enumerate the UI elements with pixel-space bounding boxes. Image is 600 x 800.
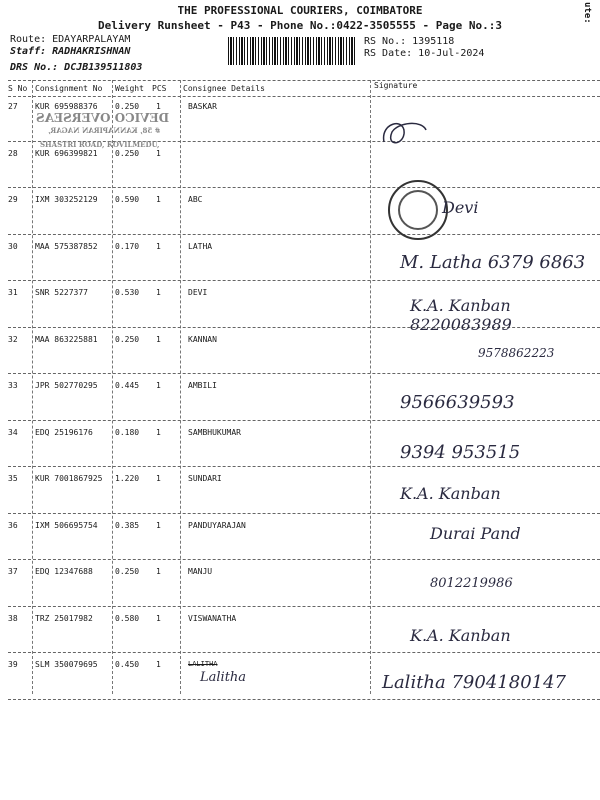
row-consignment-no: TRZ 25017982	[35, 613, 93, 623]
row-weight: 0.170	[115, 241, 140, 251]
row-pcs: 1	[156, 520, 161, 530]
row-consignee: VISWANATHA	[188, 613, 237, 623]
row-consignee: SAMBHUKUMAR	[188, 427, 241, 437]
row-separator	[8, 606, 600, 607]
handwriting-row32: 9578862223	[478, 346, 555, 360]
row-separator	[8, 234, 600, 235]
col-header-weight: Weight	[115, 84, 144, 93]
row-sno: 34	[8, 427, 18, 437]
barcode	[228, 37, 356, 65]
row-consignment-no: MAA 863225881	[35, 334, 98, 344]
handwriting-row38: K.A. Kanban	[410, 626, 511, 645]
row-weight: 0.445	[115, 381, 140, 390]
header-bottom-line	[8, 96, 600, 97]
row-sno: 37	[8, 567, 18, 576]
row-separator	[8, 420, 600, 421]
edge-text: ute:	[582, 2, 592, 24]
round-stamp	[388, 180, 448, 240]
handwriting-row37: 8012219986	[430, 576, 513, 591]
col-header-consignee: Consignee Details	[183, 84, 265, 93]
row-sno: 39	[8, 660, 18, 669]
row-consignee: SUNDARI	[188, 474, 222, 483]
row-consignee: LATHA	[188, 241, 213, 251]
row-pcs: 1	[156, 241, 161, 251]
row-consignment-no: SLM 350079695	[35, 660, 98, 669]
runsheet-title: Delivery Runsheet - P43 - Phone No.:0422-3505555 - Page No.:3	[98, 19, 502, 32]
handwriting-row29: Devi	[442, 198, 479, 217]
row-weight: 0.180	[115, 427, 140, 437]
row-weight: 0.385	[115, 520, 140, 530]
row-consignment-no: KUR 7001867925	[35, 474, 103, 483]
col-divider	[32, 80, 33, 694]
row-pcs: 1	[156, 102, 161, 111]
handwriting-row35: K.A. Kanban	[400, 484, 501, 503]
route-label: Route: EDAYARPALAYAM	[10, 34, 131, 45]
row-pcs: 1	[156, 334, 161, 344]
col-divider	[180, 80, 181, 694]
stamp-address-ghost: # 58, KANNAPIRAN NAGAR,	[48, 126, 161, 135]
row-consignment-no: JPR 502770295	[35, 381, 98, 390]
row-consignment-no: EDQ 25196176	[35, 427, 93, 437]
row-separator	[8, 187, 600, 188]
row-sno: 29	[8, 195, 18, 204]
handwriting-row31: K.A. Kanban 8220083989	[410, 296, 512, 334]
row-pcs: 1	[156, 381, 161, 390]
row-weight: 0.250	[115, 334, 140, 344]
col-divider	[370, 80, 371, 694]
row-weight: 0.450	[115, 660, 140, 669]
row-consignee: LALITHA	[188, 660, 218, 668]
row-separator	[8, 652, 600, 653]
row-consignee: KANNAN	[188, 334, 217, 344]
col-header-sno: S No	[8, 84, 28, 93]
row-separator	[8, 466, 600, 467]
handwriting-row34: 9394 953515	[400, 442, 521, 463]
row-sno: 32	[8, 334, 18, 344]
row-sno: 31	[8, 288, 18, 297]
handwriting-row30: M. Latha 6379 6863	[400, 252, 586, 273]
handwriting-row36: Durai Pand	[430, 524, 521, 543]
row-pcs: 1	[156, 474, 161, 483]
row-weight: 1.220	[115, 474, 140, 483]
row-sno: 28	[8, 148, 18, 158]
row-pcs: 1	[156, 427, 161, 437]
row-pcs: 1	[156, 288, 161, 297]
stamp-street-ghost: SHASTRI ROAD, KOVILMEDU,	[40, 140, 160, 149]
row-pcs: 1	[156, 195, 161, 204]
row-consignment-no: IXM 303252129	[35, 195, 98, 204]
row-weight: 0.250	[115, 567, 140, 576]
col-divider	[112, 80, 113, 694]
row-sno: 36	[8, 520, 18, 530]
row-consignee: AMBILI	[188, 381, 217, 390]
row-pcs: 1	[156, 567, 161, 576]
row-pcs: 1	[156, 660, 161, 669]
row-separator	[8, 373, 600, 374]
drs-label: DRS No.: DCJB139511803	[10, 62, 143, 73]
row-weight: 0.590	[115, 195, 140, 204]
handwriting-row39-consignee: Lalitha	[200, 670, 247, 685]
col-header-consignment: Consignment No	[35, 84, 103, 93]
row-pcs: 1	[156, 613, 161, 623]
row-consignee: DEVI	[188, 288, 208, 297]
row-sno: 35	[8, 474, 18, 483]
row-weight: 0.250	[115, 102, 140, 111]
table-top-line	[8, 80, 600, 81]
company-title: THE PROFESSIONAL COURIERS, COIMBATORE	[177, 4, 423, 17]
signature-scribble	[376, 112, 436, 152]
row-consignment-no: IXM 506695754	[35, 520, 98, 530]
row-pcs: 1	[156, 148, 161, 158]
stamp-company-ghost: DEVICO OVERSEAS	[36, 111, 170, 125]
col-header-signature: Signature	[374, 81, 418, 90]
row-separator	[8, 280, 600, 281]
row-consignment-no: KUR 695988376	[35, 102, 98, 111]
col-header-pcs: PCS	[152, 84, 167, 93]
row-consignee: ABC	[188, 195, 203, 204]
row-sno: 27	[8, 102, 18, 111]
row-consignment-no: SNR 5227377	[35, 288, 88, 297]
row-consignee: PANDUYARAJAN	[188, 520, 246, 530]
row-weight: 0.250	[115, 148, 140, 158]
handwriting-row39: Lalitha 7904180147	[382, 672, 566, 693]
handwriting-row33: 9566639593	[400, 392, 515, 413]
row-consignment-no: EDQ 12347688	[35, 567, 93, 576]
row-separator	[8, 513, 600, 514]
row-sno: 33	[8, 381, 18, 390]
row-sno: 30	[8, 241, 18, 251]
rs-no: RS No.: 1395118	[364, 36, 455, 47]
row-consignee: MANJU	[188, 567, 213, 576]
row-consignee: BASKAR	[188, 102, 217, 111]
row-separator	[8, 559, 600, 560]
row-separator	[8, 699, 600, 700]
rs-date: RS Date: 10-Jul-2024	[364, 48, 485, 59]
row-consignment-no: MAA 575387852	[35, 241, 98, 251]
staff-label: Staff: RADHAKRISHNAN	[10, 46, 131, 57]
row-sno: 38	[8, 613, 18, 623]
row-consignment-no: KUR 696399821	[35, 148, 98, 158]
row-weight: 0.530	[115, 288, 140, 297]
row-weight: 0.580	[115, 613, 140, 623]
